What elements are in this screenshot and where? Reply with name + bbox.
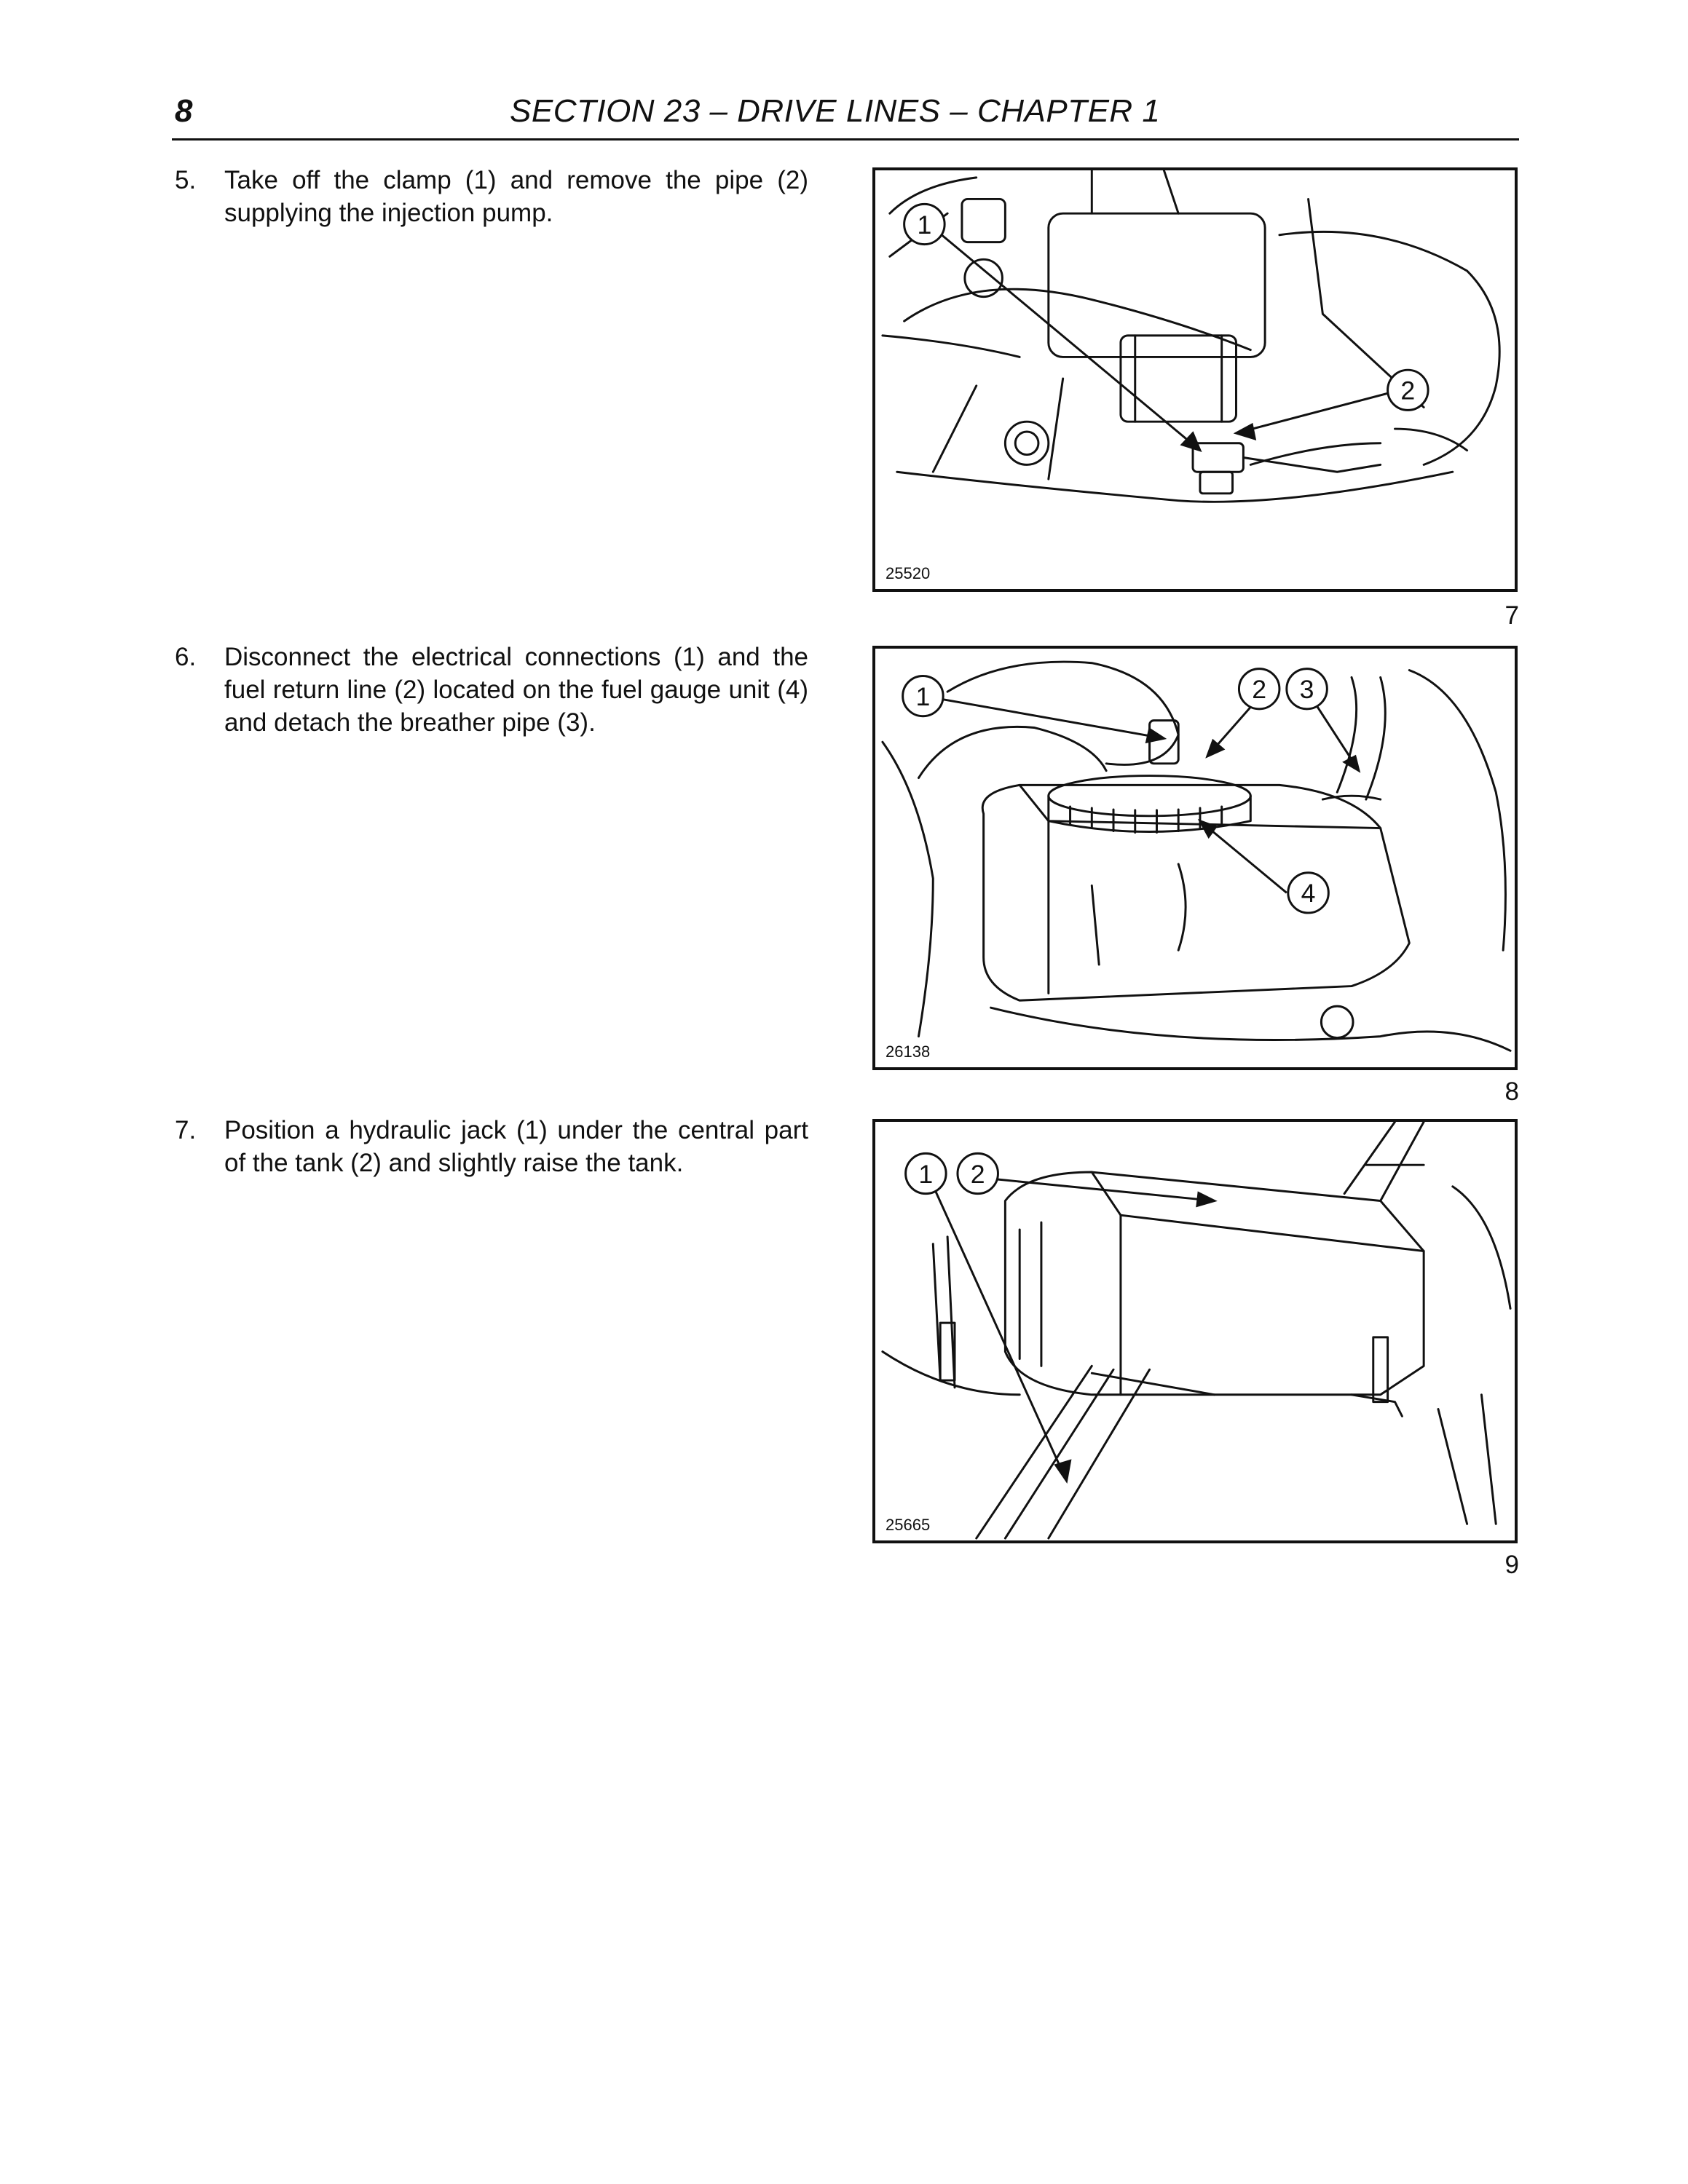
step-number: 5. [175, 166, 197, 194]
step-text: Position a hydraulic jack (1) under the central part of the tank (2) and slightly raise the tank. [224, 1116, 808, 1177]
pump-pipe-illustration [875, 170, 1515, 589]
page-number: 8 [175, 93, 193, 129]
figure-9 [872, 1119, 1518, 1543]
fuel-tank-illustration [875, 649, 1515, 1067]
step-7 [175, 1114, 808, 1179]
step-number: 6. [175, 643, 197, 671]
callout-1: 1 [915, 681, 931, 711]
callout-4: 4 [1301, 879, 1316, 909]
callout-1: 1 [917, 210, 932, 240]
figure-number: 8 [1504, 1077, 1519, 1106]
figure-number: 7 [1504, 601, 1519, 630]
step-number: 7. [175, 1116, 197, 1144]
figure-code: 26138 [883, 1042, 933, 1061]
figure-7 [872, 167, 1518, 592]
callout-2: 2 [1252, 675, 1267, 705]
callout-2: 2 [970, 1159, 985, 1189]
hydraulic-jack-illustration [875, 1122, 1515, 1540]
figure-code: 25665 [883, 1516, 933, 1535]
figure-number: 9 [1504, 1551, 1519, 1579]
figure-code: 25520 [883, 564, 933, 583]
callout-3: 3 [1299, 675, 1314, 705]
callout-2: 2 [1400, 376, 1416, 405]
figure-8 [872, 646, 1518, 1070]
step-6 [175, 641, 808, 739]
header-rule [172, 138, 1519, 141]
callout-1: 1 [918, 1159, 934, 1189]
step-text: Take off the clamp (1) and remove the pipe (2) supplying the injection pump. [224, 166, 808, 227]
running-header: SECTION 23 – DRIVE LINES – CHAPTER 1 [510, 93, 1161, 129]
step-text: Disconnect the electrical connections (1) and the fuel return line (2) located on the fuel gauge unit (4) and detach the breather pipe (3). [224, 643, 808, 737]
step-5 [175, 164, 808, 229]
